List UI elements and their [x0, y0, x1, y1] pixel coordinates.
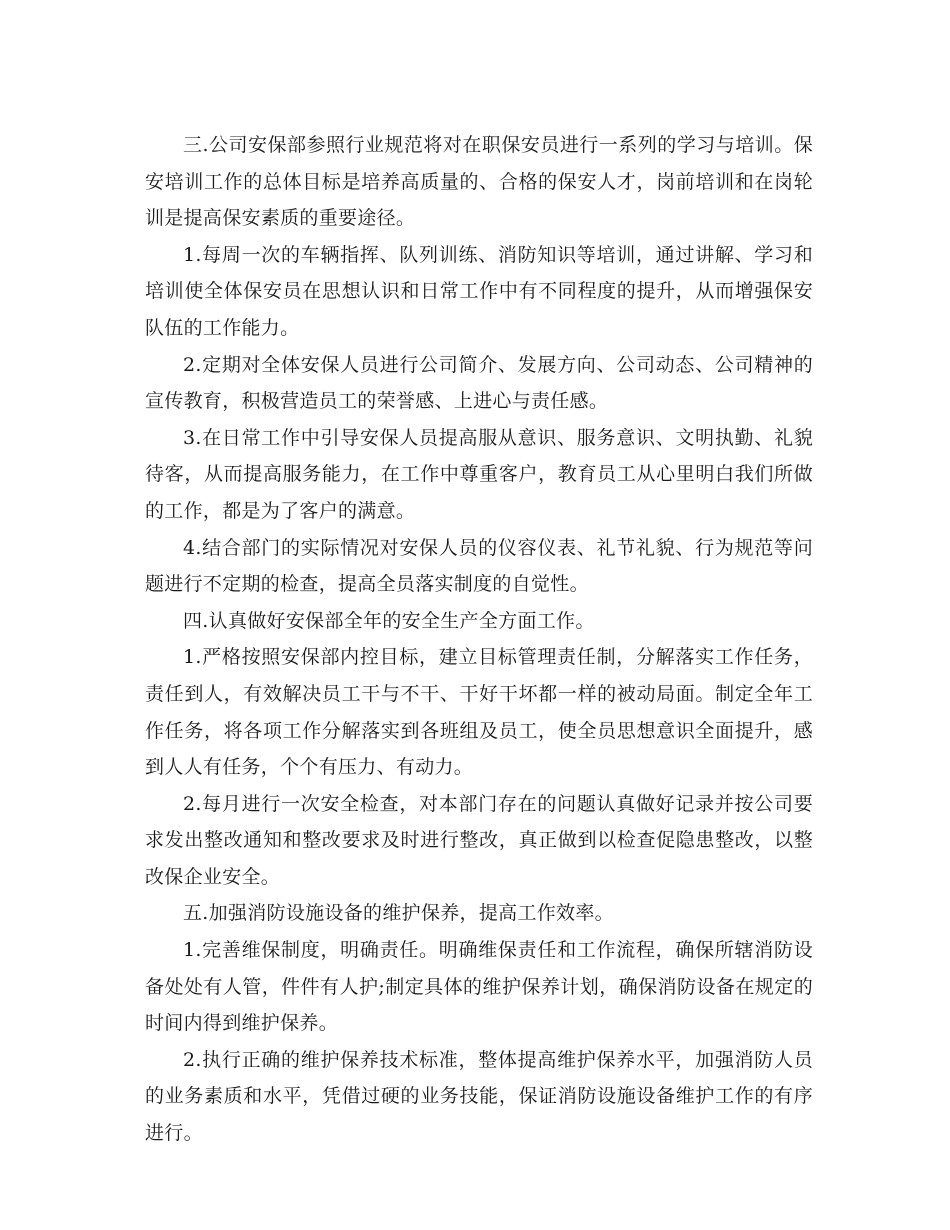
paragraph-item-5-2: 2.执行正确的维护保养技术标准，整体提高维护保养水平，加强消防人员的业务素质和水平，凭借过硬的业务技能，保证消防设施设备维护工作的有序进行。	[145, 1048, 813, 1145]
paragraph-section-5-heading: 五.加强消防设施设备的维护保养，提高工作效率。	[183, 902, 614, 925]
paragraph-item-4-2: 2.每月进行一次安全检查，对本部门存在的问题认真做好记录并按公司要求发出整改通知和整改要求及时进行整改，真正做到以检查促隐患整改，以整改保企业安全。	[145, 792, 813, 888]
paragraph-item-3-3: 3.在日常工作中引导安保人员提高服从意识、服务意识、文明执勤、礼貌待客，从而提高服务能力，在工作中尊重客户，教育员工从心里明白我们所做的工作，都是为了客户的满意。	[145, 426, 813, 522]
paragraph-section-3-heading: 三.公司安保部参照行业规范将对在职保安员进行一系列的学习与培训。保安培训工作的总体目标是培养高质量的、合格的保安人才，岗前培训和在岗轮训是提高保安素质的重要途径。	[145, 134, 813, 230]
paragraph-item-3-4: 4.结合部门的实际情况对安保人员的仪容仪表、礼节礼貌、行为规范等问题进行不定期的检查，提高全员落实制度的自觉性。	[145, 536, 813, 596]
document-body	[145, 127, 813, 1152]
paragraph-item-5-1: 1.完善维保制度，明确责任。明确维保责任和工作流程，确保所辖消防设备处处有人管，件件有人护;制定具体的维护保养计划，确保消防设备在规定的时间内得到维护保养。	[145, 939, 813, 1035]
paragraph-item-3-2: 2.定期对全体安保人员进行公司简介、发展方向、公司动态、公司精神的宣传教育，积极营造员工的荣誉感、上进心与责任感。	[145, 353, 813, 413]
paragraph-section-4-heading: 四.认真做好安保部全年的安全生产全方面工作。	[183, 609, 595, 632]
paragraph-item-3-1: 1.每周一次的车辆指挥、队列训练、消防知识等培训，通过讲解、学习和培训使全体保安员在思想认识和日常工作中有不同程度的提升，从而增强保安队伍的工作能力。	[145, 243, 813, 339]
paragraph-item-4-1: 1.严格按照安保部内控目标，建立目标管理责任制，分解落实工作任务，责任到人，有效解决员工干与不干、干好干坏都一样的被动局面。制定全年工作任务，将各项工作分解落实到各班组及员工，使全员思想意识全面提升，感到人人有任务，个个有压力、有动力。	[145, 646, 813, 779]
